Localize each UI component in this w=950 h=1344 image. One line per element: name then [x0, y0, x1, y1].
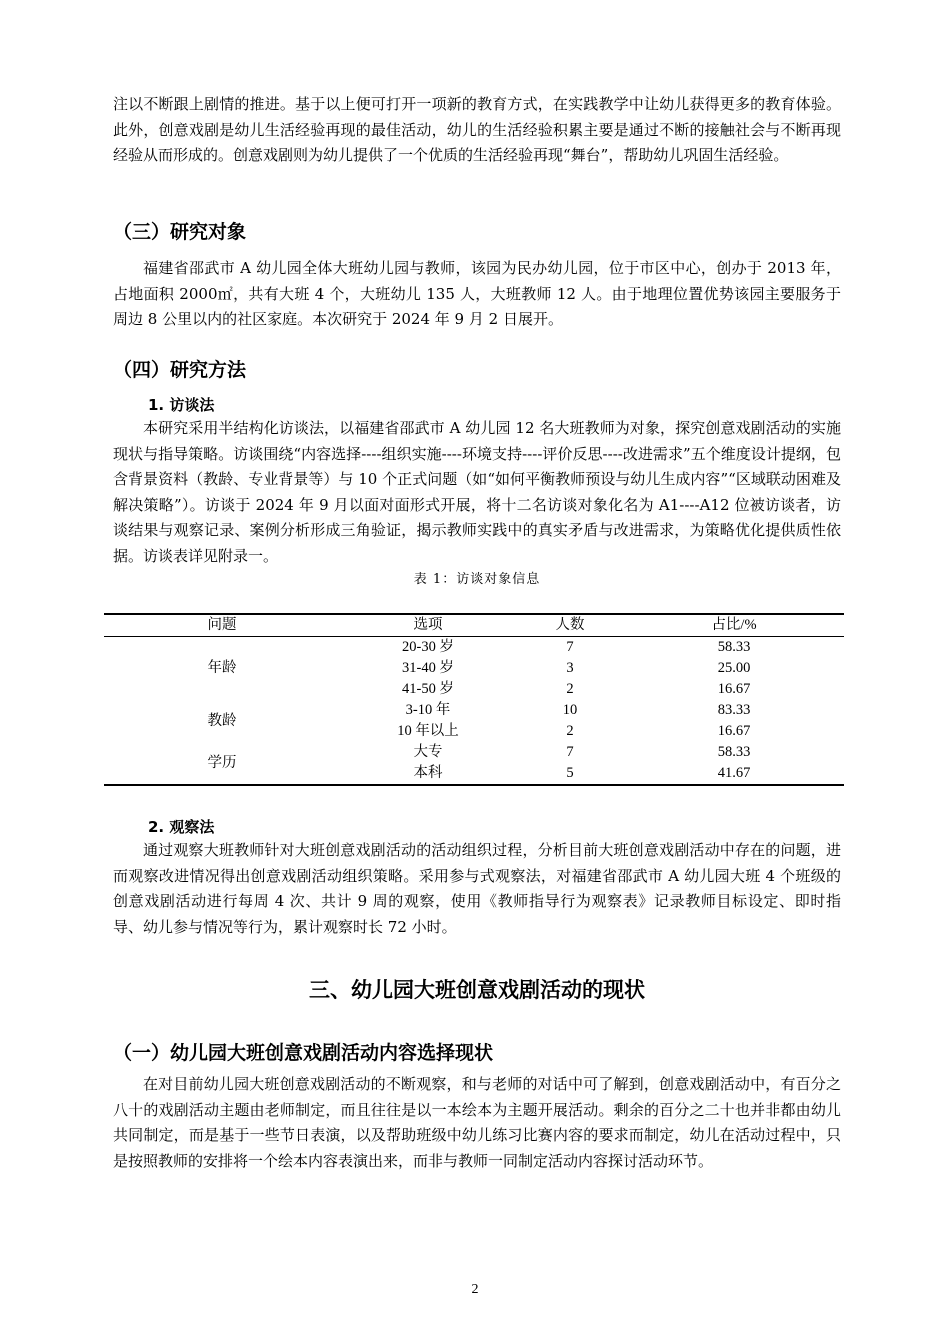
section-heading-research-subjects: （三）研究对象: [113, 221, 247, 243]
question-cell: 学历: [207, 754, 237, 771]
content-selection-paragraph: 在对目前幼儿园大班创意戏剧活动的不断观察，和与老师的对话中可了解到，创意戏剧活动中，有百分之八十的戏剧活动主题由老师制定，而且往往是以一本绘本为主题开展活动。剩余的百分之二十也并非都由幼儿共同制定，而是基于一些节日表演，以及帮助班级中幼儿练习比赛内容的要求而制定，幼儿在活动过程中，只是按照教师的安排将一个绘本内容表演出来，而非与教师一同制定活动内容探讨活动环节。: [113, 1075, 841, 1170]
table-row: [104, 742, 844, 763]
percent-cell: 58.33: [717, 639, 751, 655]
count-cell: 2: [566, 723, 574, 739]
option-cell: 大专: [413, 744, 443, 760]
count-cell: 7: [566, 744, 574, 760]
option-cell: 41-50 岁: [402, 681, 454, 697]
intro-paragraph: 注以不断跟上剧情的推进。基于以上便可打开一项新的教育方式，在实践教学中让幼儿获得更多的教育体验。此外，创意戏剧是幼儿生活经验再现的最佳活动，幼儿的生活经验积累主要是通过不断的接触社会与不断再现经验从而形成的。创意戏剧则为幼儿提供了一个优质的生活经验再现“舞台”，帮助幼儿巩固生活经验。: [113, 95, 841, 164]
percent-cell: 25.00: [717, 660, 751, 676]
table-row: [104, 700, 844, 721]
option-cell: 10 年以上: [397, 723, 459, 739]
table-caption: 表 1：访谈对象信息: [413, 572, 541, 587]
page-number: 2: [471, 1282, 479, 1297]
header-percent: 占比/%: [711, 617, 757, 633]
section-heading-research-methods: （四）研究方法: [113, 359, 247, 381]
research-subjects-paragraph: 福建省邵武市 A 幼儿园全体大班幼儿园与教师，该园为民办幼儿园，位于市区中心，创办于 2013 年，占地面积 2000㎡，共有大班 4 个，大班幼儿 135 人，大班教师 12 人。由于地理位置优势该园主要服务于周边 8 公里以内的社区家庭。本次研究于 2024 年 9 月 2 日展开。: [113, 259, 841, 328]
count-cell: 2: [566, 681, 574, 697]
table-row: [104, 637, 844, 659]
option-cell: 3-10 年: [405, 702, 451, 718]
header-count: 人数: [555, 617, 585, 633]
percent-cell: 83.33: [717, 702, 751, 718]
subsection-heading-content-selection: （一）幼儿园大班创意戏剧活动内容选择现状: [113, 1042, 494, 1064]
percent-cell: 41.67: [717, 765, 751, 781]
count-cell: 10: [562, 702, 578, 718]
question-cell: 教龄: [207, 712, 237, 729]
table-header-row: [104, 614, 844, 637]
percent-cell: 16.67: [717, 723, 751, 739]
method-observation-title: 2. 观察法: [148, 818, 215, 836]
count-cell: 5: [566, 765, 574, 781]
option-cell: 31-40 岁: [402, 660, 454, 676]
percent-cell: 58.33: [717, 744, 751, 760]
question-cell: 年龄: [207, 660, 237, 676]
header-option: 选项: [413, 617, 443, 633]
option-cell: 本科: [413, 765, 443, 781]
interview-method-paragraph: 本研究采用半结构化访谈法，以福建省邵武市 A 幼儿园 12 名大班教师为对象，探究创意戏剧活动的实施现状与指导策略。访谈围绕“内容选择----组织实施----环境支持----评价反思----改进需求”五个维度设计提纲，包含背景资料（教龄、专业背景等）与 10 个正式问题（如“如何平衡教师预设与幼儿生成内容”“区域联动困难及解决策略”）。访谈于 2024 年 9 月以面对面形式开展，将十二名访谈对象化名为 A1----A12 位被访谈者，访谈结果与观察记录、案例分析形成三角验证，揭示教师实践中的真实矛盾与改进需求，为策略优化提供质性依据。访谈表详见附录一。: [113, 419, 841, 565]
observation-method-paragraph: 通过观察大班教师针对大班创意戏剧活动的活动组织过程，分析目前大班创意戏剧活动中存在的问题，进而观察改进情况得出创意戏剧活动组织策略。采用参与式观察法，对福建省邵武市 A 幼儿园大班 4 个班级的创意戏剧活动进行每周 4 次、共计 9 周的观察，使用《教师指导行为观察表》记录教师目标设定、即时指导、幼儿参与情况等行为，累计观察时长 72 小时。: [113, 841, 841, 936]
count-cell: 3: [566, 660, 574, 676]
chapter-heading: 三、幼儿园大班创意戏剧活动的现状: [309, 978, 645, 1002]
percent-cell: 16.67: [717, 681, 751, 697]
option-cell: 20-30 岁: [402, 639, 454, 655]
header-question: 问题: [207, 617, 237, 633]
method-interview-title: 1. 访谈法: [148, 396, 215, 414]
interviewee-info-table: [104, 613, 844, 786]
count-cell: 7: [566, 639, 574, 655]
